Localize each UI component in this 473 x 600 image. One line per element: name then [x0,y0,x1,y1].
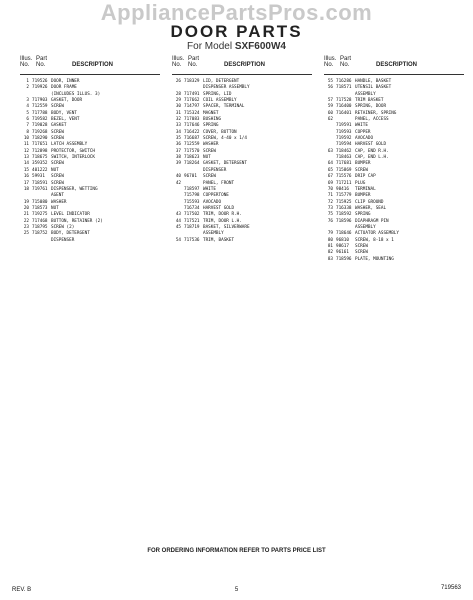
part-description: WASHER [51,199,67,205]
part-number: 716286 [336,79,352,84]
illus-number: 64 [327,161,333,167]
header-part: Part [340,56,352,62]
header-no: No. [340,62,350,68]
illus-number: 32 [175,117,181,123]
part-description: NUT [51,167,59,173]
part-description: UTENSIL BASKET [355,85,392,91]
part-description: TRIM, DOOR L.H. [203,218,242,224]
part-description: DOOR FRAME [51,85,77,91]
illus-number: 39 [175,161,181,167]
illus-number: 19 [23,199,29,205]
illus-number: 82 [327,250,333,256]
part-number: 719926 [32,85,48,91]
part-description: LATCH ASSEMBLY [51,142,88,148]
part-description: ACTUATOR ASSEMBLY [355,231,399,237]
part-number: 717528 [336,98,352,104]
header-description: DESCRIPTION [376,62,418,68]
part-number: 719592 [336,136,352,142]
illus-number: 6 [26,117,29,123]
part-description: SCREW, 4-40 x 1/4 [203,136,247,142]
part-number: 717903 [32,98,48,104]
part-description: WASHER [203,142,219,148]
part-number: 718597 [184,186,200,192]
illus-number: 13 [23,155,29,161]
illus-number: 30 [175,104,181,110]
part-number: 718329 [184,79,200,84]
part-number: 718719 [184,224,200,230]
part-number: 715324 [184,110,200,116]
part-description: SCREW [51,104,64,110]
illus-number: 10 [23,136,29,142]
part-description: TRIM, BASKET [203,237,235,243]
illus-number: 22 [23,218,29,224]
illus-number: 25 [23,231,29,237]
illus-number: 17 [23,180,29,186]
part-description: LID, DETERGENT [203,79,240,84]
part-description: COIL ASSEMBLY [203,98,237,104]
part-number: 717681 [336,161,352,167]
illus-number: 62 [327,117,333,123]
part-description: SCREW [51,161,64,167]
part-number: 717521 [184,218,200,224]
part-number: 717662 [184,98,200,104]
part-number: 59931 [32,174,45,180]
part-number: 718592 [336,212,352,218]
illus-number: 55 [327,79,333,84]
part-description: COVER, BUTTON [203,129,237,135]
illus-number: 81 [327,243,333,249]
part-number: 716338 [336,205,352,211]
part-description: ASSEMBLY [355,224,376,230]
part-description: TERMINAL [355,186,376,192]
part-description: DIAPHRAGM PIN [355,218,389,224]
illus-number: 33 [175,123,181,129]
part-description: (INCLUDES ILLUS. 3) [51,91,101,97]
part-number: 717083 [184,117,200,123]
illus-number: 72 [327,199,333,205]
illus-number: 71 [327,193,333,199]
part-description: SCREW [51,129,64,135]
illus-number: 20 [23,205,29,211]
header-illus: Illus. [172,56,185,62]
part-description: CAP, END R.H. [355,148,389,154]
illus-number: 65 [327,167,333,173]
illus-number: 11 [23,142,29,148]
model-number: SXF600W4 [234,41,286,52]
header-no: No. [324,62,334,68]
part-description: HARVEST GOLD [203,205,235,211]
part-number: 717536 [184,237,200,243]
part-number: 96701 [184,174,197,180]
part-description: BUMPER [355,193,371,199]
part-number: 715779 [336,193,352,199]
parts-column-3 [324,56,464,263]
part-description: PLATE, MOUNTING [355,256,394,262]
illus-number: 12 [23,148,29,154]
column-header [20,56,160,75]
part-number: 717468 [32,218,48,224]
parts-column-2 [172,56,312,244]
part-number: 718571 [336,85,352,91]
part-number: 717211 [336,180,352,186]
part-description: AVOCADO [355,136,374,142]
part-number: 717502 [184,212,200,218]
illus-number: 1 [26,79,29,84]
column-header [172,56,312,75]
illus-number: 69 [327,180,333,186]
illus-number: 15 [23,167,29,173]
part-number: 719594 [336,142,352,148]
part-number: 715593 [184,199,200,205]
header-illus: Illus. [324,56,337,62]
watermark: AppliancePartsPros.com [100,0,373,25]
part-number: 715576 [336,174,352,180]
header-part: Part [36,56,48,62]
part-description: SPRING [355,212,371,218]
part-description: SCREW [355,243,368,249]
part-description: SCREW [203,148,216,154]
illus-number: 31 [175,110,181,116]
part-description: NUT [51,205,59,211]
illus-number: 23 [23,224,29,230]
part-number: 715080 [32,199,48,205]
part-description: DISPENSER [51,237,75,243]
illus-number: 76 [327,218,333,224]
part-description: WHITE [355,123,368,129]
revision: REV. B [12,587,32,593]
part-description: PROTECTOR, SWITCH [51,148,95,154]
part-number: 96161 [336,250,349,256]
part-number: 716422 [184,129,200,135]
illus-number: 40 [175,174,181,180]
part-description: MAGNET [203,110,219,116]
part-description: BODY, DETERGENT [51,231,90,237]
part-description: BEZEL, VENT [51,117,80,123]
illus-number: 59 [327,104,333,110]
illus-number: 70 [327,186,333,192]
part-number: 717788 [32,110,48,116]
part-number: 717570 [184,148,200,154]
header-description: DESCRIPTION [224,62,266,68]
part-description: DISPENSER, WETTING [51,186,98,192]
part-number: 718623 [184,155,200,161]
part-description: PANEL, FRONT [203,180,235,186]
part-description: SPRING, DOOR [355,104,387,110]
illus-number: 75 [327,212,333,218]
subtitle-prefix: For Model [187,41,233,52]
part-description: CLIP GROUND [355,199,384,205]
part-number: 359352 [32,161,48,167]
part-number: 401222 [32,167,48,173]
part-description: HARVEST GOLD [355,142,387,148]
part-number: 719268 [32,129,48,135]
part-number: 719593 [336,129,352,135]
part-description: WHITE [203,186,216,192]
part-description: DRIP CAP [355,174,376,180]
illus-number: 16 [23,174,29,180]
part-description: BUSHING [203,117,222,123]
part-description: BODY, VENT [51,110,77,116]
header-no: No. [20,62,30,68]
part-number: 716734 [184,205,200,211]
header-description: DESCRIPTION [72,62,114,68]
part-number: 718752 [32,231,48,237]
part-description: SCREW [51,136,64,142]
illus-number: 28 [175,91,181,97]
part-number: 718675 [32,155,48,161]
page-number: 5 [234,587,239,593]
ordering-note: FOR ORDERING INFORMATION REFER TO PARTS PRICE LIST [147,548,326,554]
illus-number: 34 [175,129,181,135]
part-description: DISPENSER [203,167,227,173]
header-no: No. [172,62,182,68]
part-number: 718591 [32,180,48,186]
illus-number: 35 [175,136,181,142]
part-description: GASKET, DOOR [51,98,83,104]
part-description: HANDLE, BASKET [355,79,392,84]
part-description: LEVEL INDICATOR [51,212,90,218]
header-no: No. [36,62,46,68]
illus-number: 73 [327,205,333,211]
illus-number: 7 [26,123,29,129]
illus-number: 83 [327,256,333,262]
illus-number: 60 [327,110,333,116]
illus-number: 37 [175,148,181,154]
illus-number: 57 [327,98,333,104]
part-description: GASKET, DETERGENT [203,161,247,167]
part-number: 715869 [336,167,352,173]
part-description: TRIM, DOOR R.H. [203,212,242,218]
part-description: PLUG [355,180,366,186]
illus-number: 2 [26,85,29,91]
header-no: No. [188,62,198,68]
illus-number: 3 [26,98,29,104]
illus-number: 26 [175,79,181,84]
part-number: 712898 [32,148,48,154]
part-number: 719591 [336,123,352,129]
page-subtitle [0,41,473,52]
part-description: NUT [203,155,211,161]
part-row [324,257,464,263]
part-number: 717491 [184,91,200,97]
part-description: DOOR, INNER [51,79,80,84]
part-number: 712559 [184,142,200,148]
part-description: SCREW [51,180,64,186]
header-illus: Illus. [20,56,33,62]
part-description: SPACER, TERMINAL [203,104,245,110]
illus-number: 44 [175,218,181,224]
part-description: DISPENSER ASSEMBLY [203,85,250,91]
illus-number: 14 [23,161,29,167]
part-number: 716400 [336,104,352,110]
part-description: SCREW [355,167,368,173]
part-description: SWITCH, INTERLOCK [51,155,95,161]
illus-number: 36 [175,142,181,148]
part-description: SCREW [51,174,64,180]
part-number: 96810 [336,237,349,243]
part-row [20,238,160,244]
illus-number: 43 [175,212,181,218]
illus-number: 5 [26,110,29,116]
part-description: BUTTON, RETAINER (2) [51,218,103,224]
part-number: 716401 [336,110,352,116]
part-description: CAP, END L.H. [355,155,389,161]
part-number: 718596 [336,256,352,262]
part-number: 719761 [32,186,48,192]
header-part: Part [188,56,200,62]
part-number: 712559 [32,104,48,110]
part-number: 718264 [184,161,200,167]
parts-column-1 [20,56,160,244]
illus-number: 42 [175,180,181,186]
part-row [172,238,312,244]
part-description: WASHER, SEAL [355,205,387,211]
illus-number: 67 [327,174,333,180]
part-description: SCREW [203,174,216,180]
part-number: 714797 [184,104,200,110]
illus-number: 79 [327,231,333,237]
part-description: BASKET, SILVERWARE [203,224,250,230]
part-number: 719526 [32,79,48,84]
part-description: ASSEMBLY [203,231,224,237]
part-description: AVOCADO [203,199,222,205]
part-number: 717646 [184,123,200,129]
part-description: AGENT [51,193,64,199]
part-description: SPRING [203,123,219,129]
illus-number: 8 [26,129,29,135]
illus-number: 38 [175,155,181,161]
illus-number: 63 [327,148,333,154]
part-number: 718290 [32,136,48,142]
part-number: 716687 [184,136,200,142]
part-number: 719275 [32,212,48,218]
part-description: SCREW [355,250,368,256]
page-title: DOOR PARTS [170,22,303,41]
illus-number: 45 [175,224,181,230]
illus-number: 29 [175,98,181,104]
part-description: COPPER [355,129,371,135]
illus-number: 56 [327,85,333,91]
part-number: 715798 [184,193,200,199]
part-description: COPPERTONE [203,193,229,199]
part-number: 98617 [336,243,349,249]
part-description: GASKET [51,123,67,129]
document-code: 719563 [440,585,461,591]
column-header [324,56,464,75]
part-number: 719582 [32,117,48,123]
part-number: 718573 [32,205,48,211]
part-description: RETAINER, SPRING [355,110,397,116]
part-number: 715925 [336,199,352,205]
part-description: TRIM BASKET [355,98,384,104]
part-description: BUMPER [355,161,371,167]
part-description: SCREW (2) [51,224,75,230]
illus-number: 21 [23,212,29,218]
illus-number: 54 [175,237,181,243]
part-description: SPRING, LID [203,91,232,97]
part-description: PANEL, ACCESS [355,117,389,123]
illus-number: 4 [26,104,29,110]
part-description: ASSEMBLY [355,91,376,97]
part-number: 718463 [336,155,352,161]
part-number: 718646 [336,231,352,237]
illus-number: 80 [327,237,333,243]
part-number: 717651 [32,142,48,148]
part-description: SCREW, 8-18 x 1 [355,237,394,243]
part-number: 718596 [336,218,352,224]
part-number: 718795 [32,224,48,230]
part-number: 98416 [336,186,349,192]
illus-number: 18 [23,186,29,192]
part-number: 719028 [32,123,48,129]
part-number: 718462 [336,148,352,154]
